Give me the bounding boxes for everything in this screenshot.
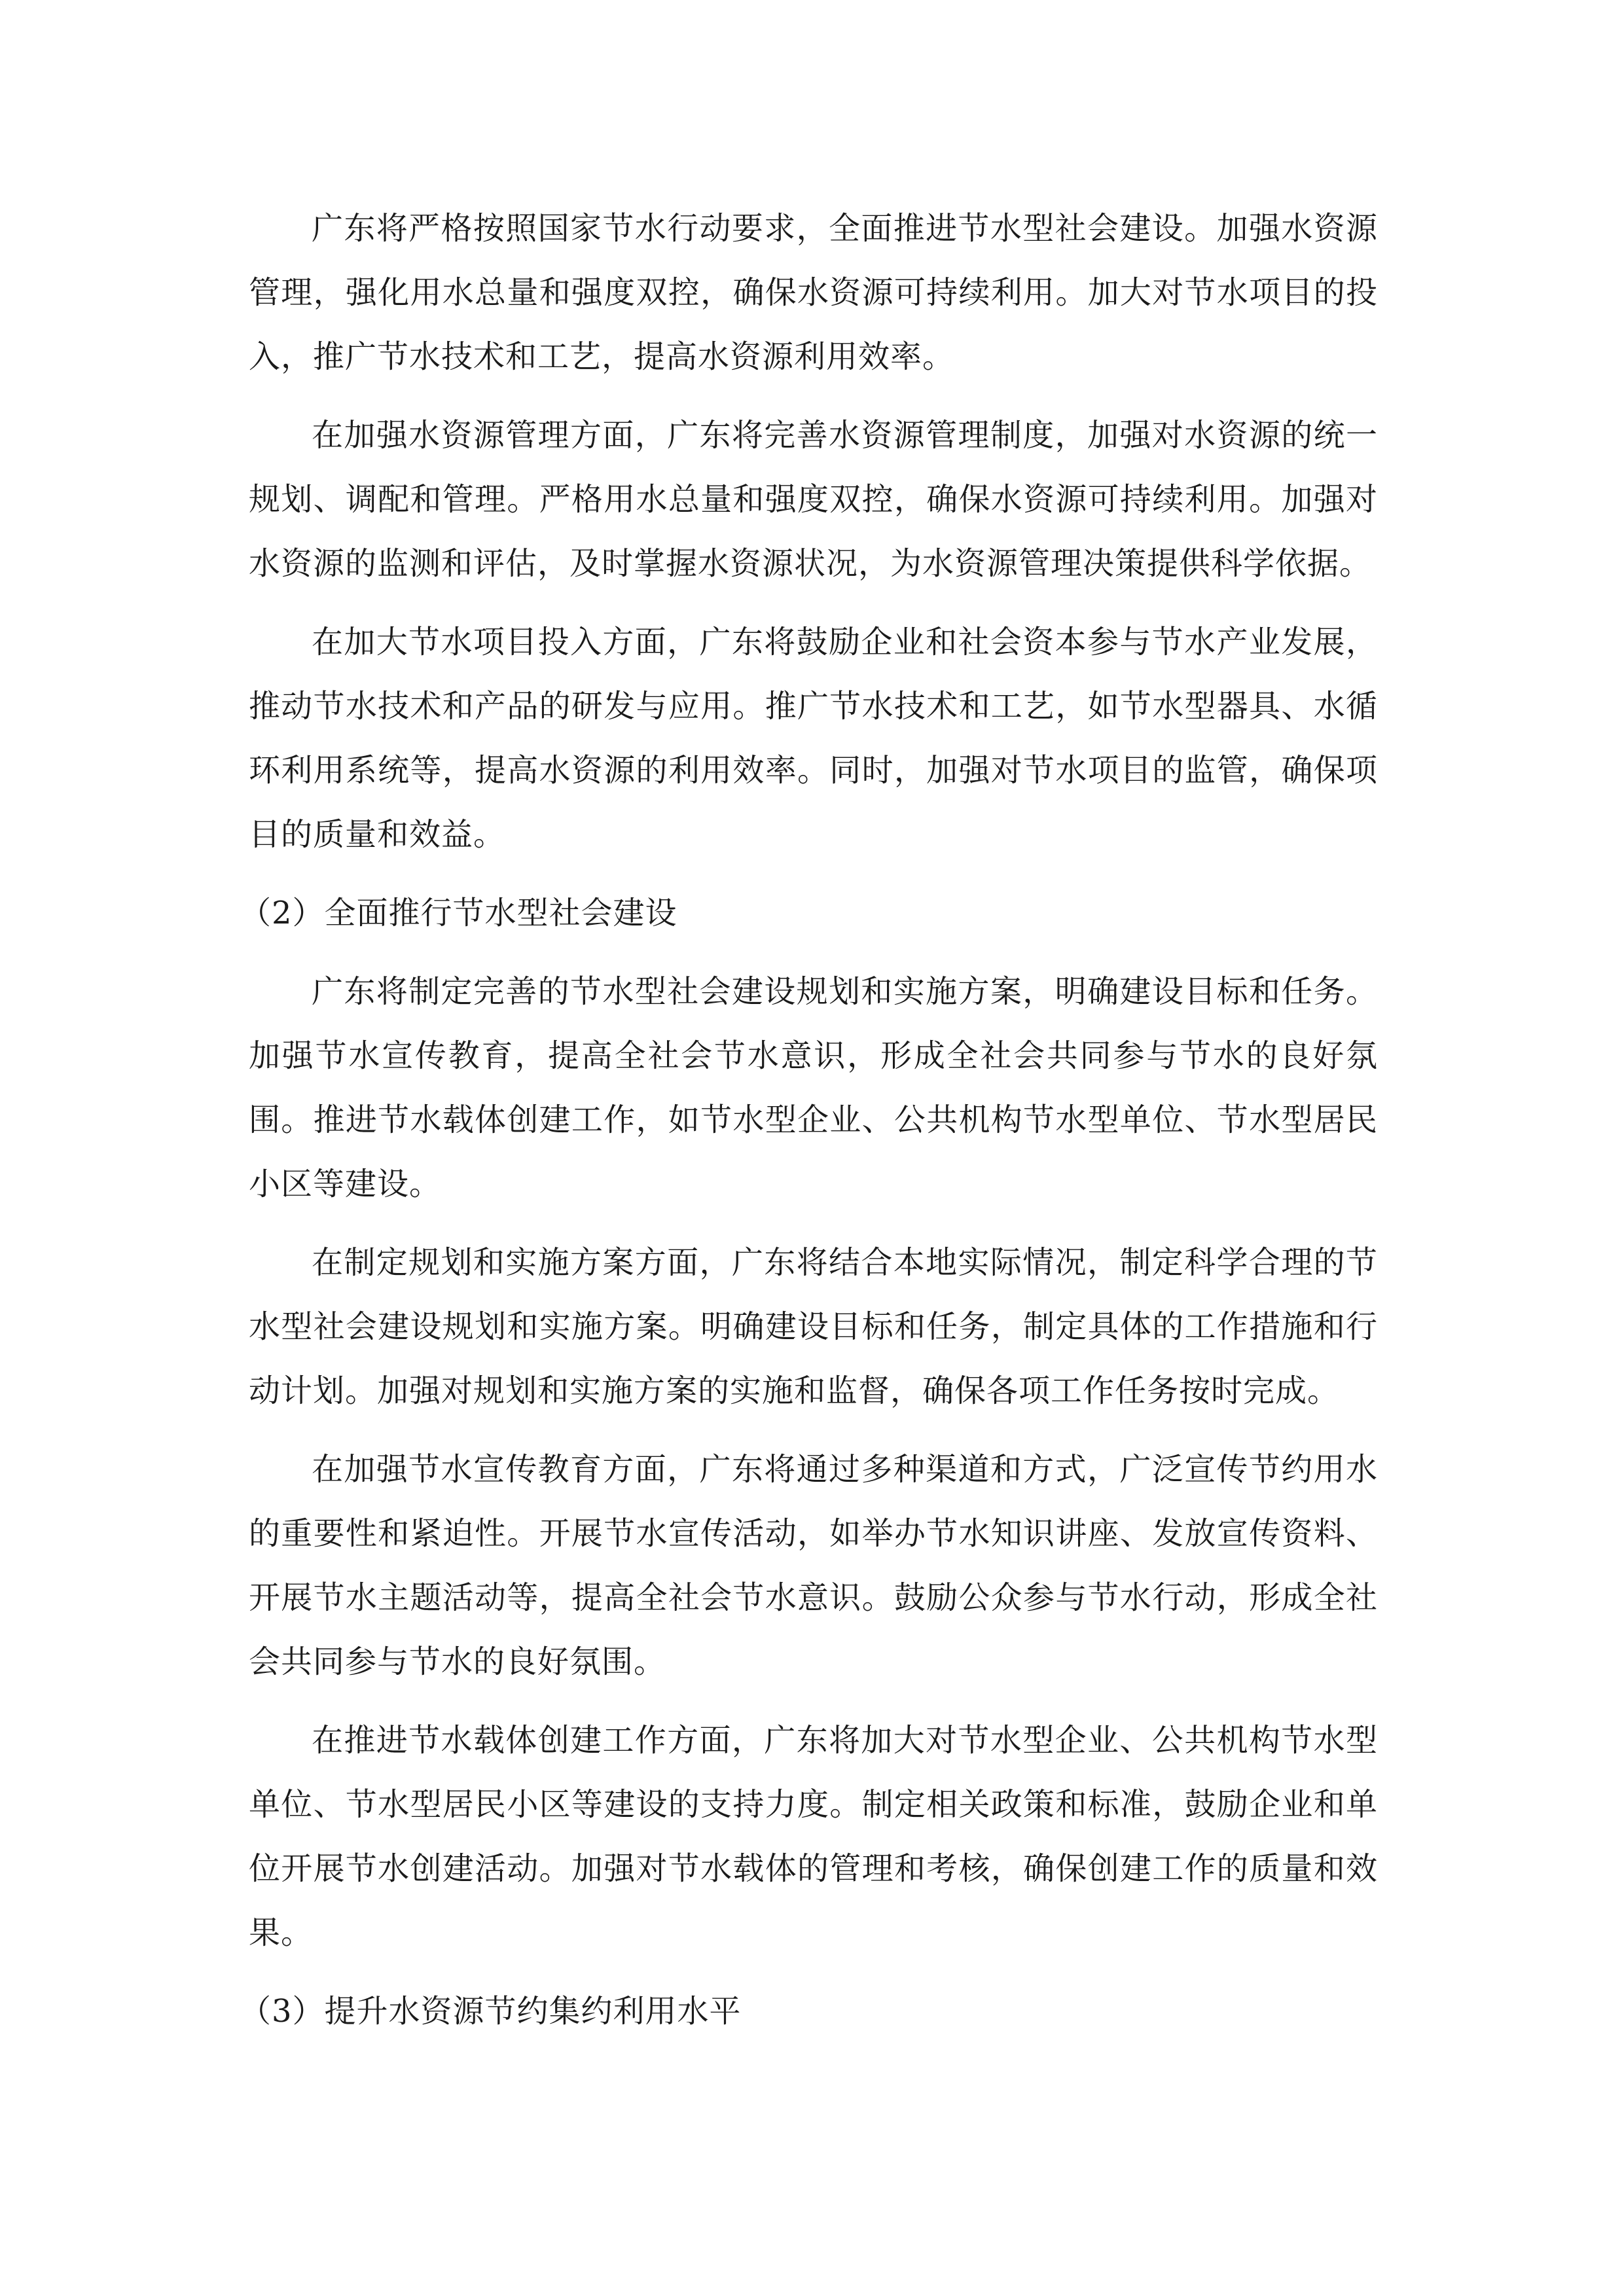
- section-heading-2: （2）全面推行节水型社会建设: [240, 895, 677, 931]
- document-body: [240, 196, 1378, 2058]
- paragraph-plan-implementation: 在制定规划和实施方案方面，广东将结合本地实际情况，制定科学合理的节水型社会建设规划和实施方案。明确建设目标和任务，制定具体的工作措施和行动计划。加强对规划和实施方案的实施和监督，确保各项工作任务按时完成。: [249, 1244, 1378, 1409]
- paragraph-project-investment: 在加大节水项目投入方面，广东将鼓励企业和社会资本参与节水产业发展，推动节水技术和产品的研发与应用。推广节水技术和工艺，如节水型器具、水循环利用系统等，提高水资源的利用效率。同时，加强对节水项目的监管，确保项目的质量和效益。: [249, 624, 1378, 853]
- paragraph-society-planning: 广东将制定完善的节水型社会建设规划和实施方案，明确建设目标和任务。加强节水宣传教育，提高全社会节水意识，形成全社会共同参与节水的良好氛围。推进节水载体创建工作，如节水型企业、公共机构节水型单位、节水型居民小区等建设。: [249, 973, 1378, 1202]
- paragraph-resource-management: 在加强水资源管理方面，广东将完善水资源管理制度，加强对水资源的统一规划、调配和管理。严格用水总量和强度双控，确保水资源可持续利用。加强对水资源的监测和评估，及时掌握水资源状况，为水资源管理决策提供科学依据。: [249, 417, 1378, 582]
- section-heading-3: （3）提升水资源节约集约利用水平: [240, 1993, 742, 2030]
- paragraph-water-resource-intro: 广东将严格按照国家节水行动要求，全面推进节水型社会建设。加强水资源管理，强化用水总量和强度双控，确保水资源可持续利用。加大对节水项目的投入，推广节水技术和工艺，提高水资源利用效率。: [249, 210, 1378, 375]
- paragraph-carrier-creation: 在推进节水载体创建工作方面，广东将加大对节水型企业、公共机构节水型单位、节水型居民小区等建设的支持力度。制定相关政策和标准，鼓励企业和单位开展节水创建活动。加强对节水载体的管理和考核，确保创建工作的质量和效果。: [249, 1722, 1378, 1951]
- paragraph-publicity-education: 在加强节水宣传教育方面，广东将通过多种渠道和方式，广泛宣传节约用水的重要性和紧迫性。开展节水宣传活动，如举办节水知识讲座、发放宣传资料、开展节水主题活动等，提高全社会节水意识。鼓励公众参与节水行动，形成全社会共同参与节水的良好氛围。: [249, 1451, 1378, 1680]
